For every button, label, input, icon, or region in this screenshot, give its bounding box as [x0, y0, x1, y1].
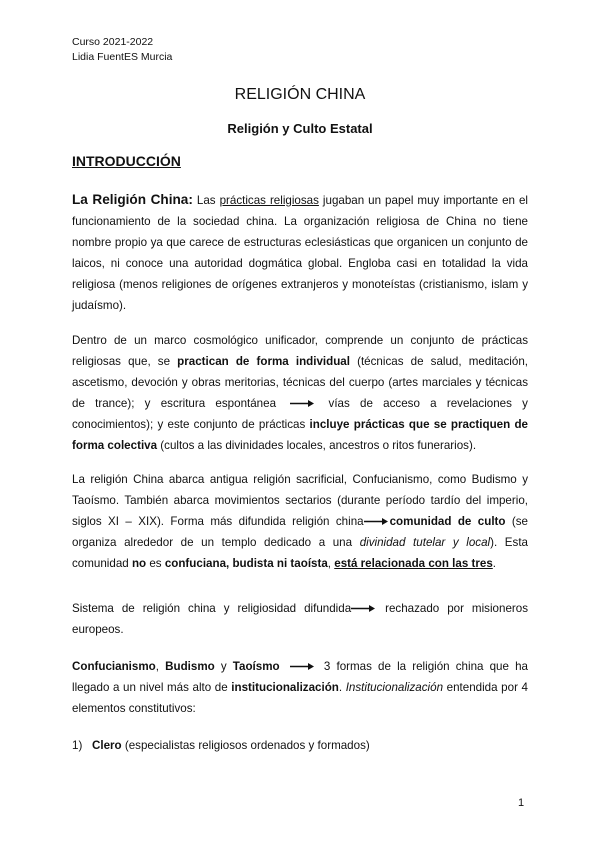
paragraph-3 — [72, 469, 528, 574]
bold-term: Confucianismo — [72, 660, 156, 673]
text: ). Esta comunidad — [72, 536, 528, 570]
bold-term: no — [131, 557, 147, 570]
text: es — [146, 557, 165, 570]
arrow-right-icon — [351, 604, 375, 613]
paragraph-1 — [72, 189, 528, 316]
list-number: 1) — [72, 739, 83, 752]
text: (cultos a las divinidades locales, ancestros o ritos funerarios). — [157, 439, 477, 452]
bold-term: practican de forma individual — [177, 355, 350, 368]
text: (especialistas religiosos ordenados y formados) — [121, 739, 370, 752]
text: entendida por 4 elementos constitutivos: — [72, 681, 528, 715]
bold-term: Clero — [92, 739, 122, 752]
text: Dentro de un marco cosmológico unificador, comprende un conjunto de prácticas religiosas que, se — [72, 334, 528, 368]
underlined-term: prácticas religiosas — [219, 194, 319, 207]
page-number: 1 — [518, 797, 525, 809]
section-heading: INTRODUCCIÓN — [72, 153, 181, 169]
list-item — [72, 735, 528, 756]
italic-term: Institucionalización — [345, 681, 444, 694]
text: Sistema de religión china y religiosidad difundida — [72, 602, 352, 615]
text: . — [492, 557, 497, 570]
bold-term: Taoísmo — [232, 660, 280, 673]
text: jugaban un papel muy importante en el funcionamiento de la sociedad china. La organización religiosa de China no tiene nombre propio ya que carece de estructuras eclesiásticas que organicen un conjunto de laicos, ni conoce una autoridad dogmática global. Engloba casi en totalidad la vida religiosa (menos religiones de orígenes extranjeros y monoteístas (cristianismo, islam y judaísmo). — [72, 194, 528, 312]
text: La religión China abarca antigua religión sacrificial, Confucianismo, como Budismo y Taoísmo. También abarca movimientos sectarios (durante período tardío del imperio, siglos XI – XIX). Forma más difundida religión china — [72, 473, 528, 528]
text: 3 formas de la religión china que ha llegado a un nivel más alto de — [72, 660, 528, 694]
arrow-right-icon — [364, 517, 388, 526]
document-subtitle: Religión y Culto Estatal — [227, 121, 373, 136]
bold-term: Budismo — [165, 660, 215, 673]
text: . — [338, 681, 346, 694]
author-label: Lidia FuentES Murcia — [72, 51, 173, 63]
text: vías de acceso a revelaciones y conocimientos); y este conjunto de prácticas — [72, 397, 528, 431]
page-header — [72, 35, 172, 65]
text: rechazado por misioneros europeos. — [72, 602, 528, 636]
text: , — [327, 557, 335, 570]
bold-term: confuciana, budista ni taoísta — [164, 557, 328, 570]
arrow-right-icon — [290, 399, 314, 408]
bold-term: comunidad de culto — [389, 515, 506, 528]
bold-underlined-term: está relacionada con las tres — [334, 557, 493, 570]
text: (técnicas de salud, meditación, ascetismo, devoción y obras meritorias, técnicas del cuerpo (artes marciales y técnicas de trance); y escritura espontánea — [72, 355, 528, 410]
lead-term: La Religión China: — [72, 192, 193, 207]
arrow-right-icon — [290, 662, 314, 671]
course-label: Curso 2021-2022 — [72, 36, 154, 48]
italic-term: divinidad tutelar y local — [359, 536, 491, 549]
text: , — [155, 660, 166, 673]
text: y — [214, 660, 233, 673]
paragraph-2 — [72, 330, 528, 456]
text: Las — [192, 194, 220, 207]
document-title: RELIGIÓN CHINA — [234, 86, 366, 103]
text: (se organiza alrededor de un templo dedicado a una — [72, 515, 528, 549]
paragraph-4 — [72, 598, 528, 640]
paragraph-5 — [72, 656, 528, 719]
bold-term: incluye prácticas que se practiquen de forma colectiva — [72, 418, 528, 452]
bold-term: institucionalización — [231, 681, 339, 694]
